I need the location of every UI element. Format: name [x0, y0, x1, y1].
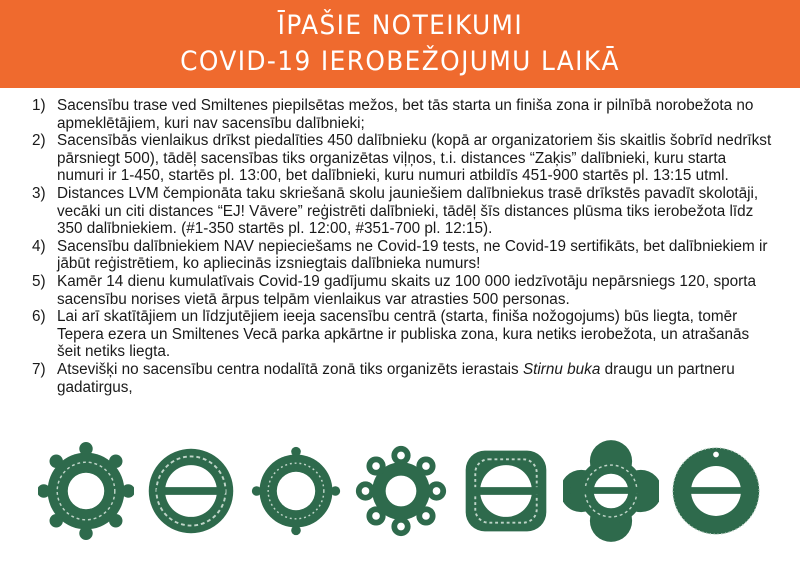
rule-item [32, 185, 777, 238]
rule-item [32, 273, 777, 308]
brooch-1 [38, 437, 134, 545]
brooch-4 [353, 437, 449, 545]
rule-text: Distances LVM čempionāta taku skriešanā skolu jauniešiem dalībniekus trasē drīkstēs pavadīt skolotāji, vecāki un citi distances “EJ! Vāvere” reģistrēti dalībnieki, tādēļ šīs distances plūsma tiks ierobežota līdz 350 dalībniekiem. (#1-350 startēs pl. 12:00, #351-700 pl. 12:15). [57, 184, 759, 238]
brooch-illustrations [38, 435, 764, 547]
rule-text: Sacensību dalībniekiem NAV nepieciešams ne Covid-19 tests, ne Covid-19 sertifikāts, bet dalībniekiem ir jābūt reģistrētiem, ko apliecinās izsniegtais dalībnieka numurs! [57, 237, 768, 273]
rule-item [32, 308, 777, 361]
rule-number: 1) [32, 97, 46, 114]
rule-text-start: Atsevišķi no sacensību centra nodalītā zonā tiks organizēts ierastais [57, 360, 523, 378]
header-banner [0, 0, 800, 88]
rule-text [57, 361, 777, 396]
brooch-6 [563, 437, 659, 545]
brooch-5 [458, 437, 554, 545]
rule-number: 5) [32, 272, 46, 290]
rule-number: 3) [32, 184, 46, 202]
title-line-2: COVID-19 IEROBEŽOJUMU LAIKĀ [180, 46, 620, 77]
title-line-1: ĪPAŠIE NOTEIKUMI [277, 10, 523, 41]
rule-text-end: draugu un partneru gadatirgus, [57, 360, 735, 396]
rule-item [32, 132, 777, 185]
brooch-3 [248, 437, 344, 545]
rule-item [32, 361, 777, 396]
rule-number: 6) [32, 308, 46, 326]
rule-item [32, 97, 777, 132]
rule-number: 4) [32, 237, 46, 255]
rule-text: Lai arī skatītājiem un līdzjutējiem ieeja sacensību centrā (starta, finiša nožogojums) būs liegta, tomēr Tepera ezera un Smiltenes Vecā parka apkārtne ir publiska zona, kura netiks ierobežota, un atrašanās šeit netiks liegta. [57, 308, 750, 361]
rule-number: 2) [32, 132, 46, 150]
rule-text: Kamēr 14 dienu kumulatīvais Covid-19 gadījumu skaits uz 100 000 iedzīvotāju nepārsniegs 120, sporta sacensību norises vietā ārpus telpām vienlaikus var atrasties 500 personas. [57, 272, 756, 308]
event-name-italic: Stirnu buka [522, 360, 601, 378]
rule-item [32, 238, 777, 273]
brooch-2 [143, 437, 239, 545]
rules-list [32, 97, 777, 396]
rule-text: Sacensību trase ved Smiltenes piepilsētas mežos, bet tās starta un finiša zona ir pilnībā norobežota no apmeklētājiem, kuri nav sacensību dalībnieki; [57, 97, 754, 132]
rule-text: Sacensībās vienlaikus drīkst piedalīties 450 dalībnieku (kopā ar organizatoriem šis skaitlis šobrīd nedrīkst pārsniegt 500), tādēļ sacensības tiks organizētas viļņos, t.i. distances “Zaķis” dalībnieki, kuru starta numuri ir 1-450, startēs pl. 13:00, bet dalībnieki, kuru numuri atbildīs 451-900 startēs pl. 13:15 utml. [57, 132, 772, 185]
rule-number: 7) [32, 360, 46, 378]
brooch-7 [668, 437, 764, 545]
